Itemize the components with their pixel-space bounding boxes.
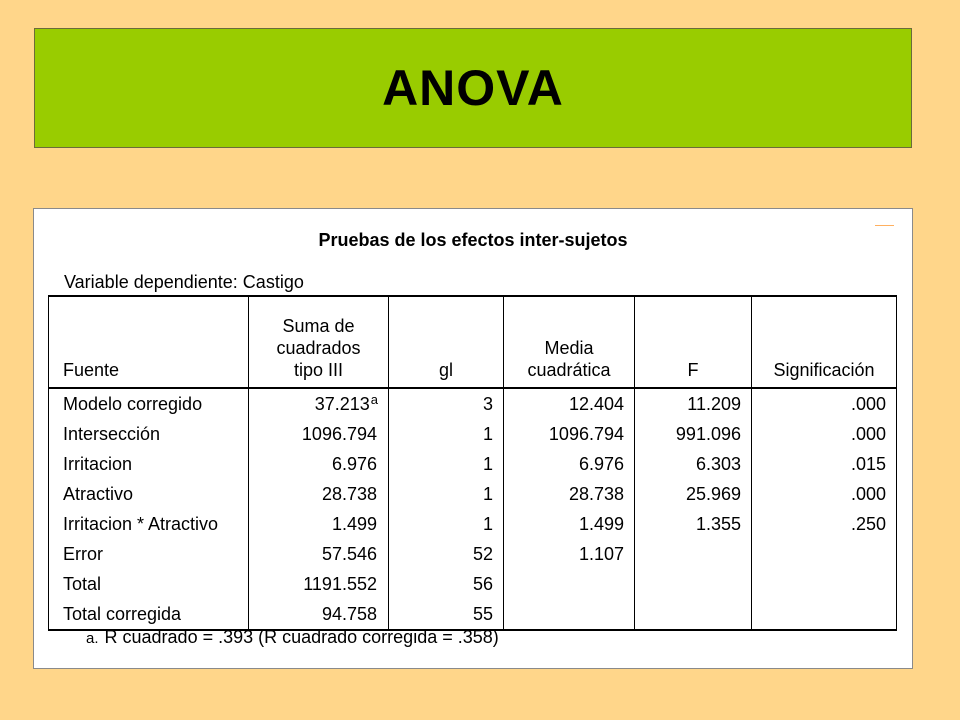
f-cell: 11.209: [635, 388, 752, 419]
table-title: Pruebas de los efectos inter-sujetos: [318, 230, 628, 250]
significance-cell: .250: [752, 509, 897, 539]
title-banner: [34, 28, 912, 148]
sum-of-squares-cell: 37.213$^a$: [249, 388, 389, 419]
source-cell: Total corregida: [49, 599, 249, 630]
footnote: [86, 627, 499, 648]
mean-square-cell: [504, 599, 635, 630]
significance-cell: .015: [752, 449, 897, 479]
significance-cell: [752, 569, 897, 599]
f-cell: 6.303: [635, 449, 752, 479]
mean-square-cell: 1.107: [504, 539, 635, 569]
table-row: [49, 599, 897, 630]
column-header: gl: [389, 296, 504, 388]
footnote-reference: a: [370, 391, 378, 407]
column-header: F: [635, 296, 752, 388]
source-cell: Total: [49, 569, 249, 599]
anova-output-panel: [33, 208, 913, 669]
table-row: [49, 479, 897, 509]
anova-table: [48, 295, 897, 631]
footnote-marker: a.: [86, 630, 99, 647]
table-row: [49, 569, 897, 599]
source-cell: Error: [49, 539, 249, 569]
significance-cell: .000: [752, 419, 897, 449]
table-row: [49, 419, 897, 449]
column-header: Fuente: [49, 296, 249, 388]
significance-cell: .000: [752, 388, 897, 419]
f-cell: 25.969: [635, 479, 752, 509]
significance-cell: [752, 539, 897, 569]
source-cell: Atractivo: [49, 479, 249, 509]
sum-of-squares-cell: 28.738: [249, 479, 389, 509]
table-row: [49, 539, 897, 569]
sum-of-squares-cell: 94.758: [249, 599, 389, 630]
column-header: Media cuadrática: [504, 296, 635, 388]
sum-of-squares-cell: 1096.794: [249, 419, 389, 449]
mean-square-cell: 6.976: [504, 449, 635, 479]
source-cell: Irritacion: [49, 449, 249, 479]
column-header: Significación: [752, 296, 897, 388]
mean-square-cell: 12.404: [504, 388, 635, 419]
f-cell: [635, 539, 752, 569]
df-cell: 1: [389, 419, 504, 449]
table-row: [49, 449, 897, 479]
mean-square-cell: 28.738: [504, 479, 635, 509]
mean-square-cell: 1.499: [504, 509, 635, 539]
mean-square-cell: [504, 569, 635, 599]
df-cell: 1: [389, 509, 504, 539]
df-cell: 55: [389, 599, 504, 630]
source-cell: Irritacion * Atractivo: [49, 509, 249, 539]
sum-of-squares-cell: 6.976: [249, 449, 389, 479]
f-cell: [635, 599, 752, 630]
source-cell: Modelo corregido: [49, 388, 249, 419]
header-row: [49, 296, 897, 388]
significance-cell: .000: [752, 479, 897, 509]
sum-of-squares-cell: 1191.552: [249, 569, 389, 599]
mean-square-cell: 1096.794: [504, 419, 635, 449]
slide-title: ANOVA: [382, 60, 564, 116]
f-cell: [635, 569, 752, 599]
column-header: Suma de cuadrados tipo III: [249, 296, 389, 388]
df-cell: 3: [389, 388, 504, 419]
sum-of-squares-cell: 1.499: [249, 509, 389, 539]
sum-of-squares-cell: 57.546: [249, 539, 389, 569]
table-row: [49, 509, 897, 539]
f-cell: 991.096: [635, 419, 752, 449]
footnote-text: R cuadrado = .393 (R cuadrado corregida = .358): [104, 627, 499, 647]
source-cell: Intersección: [49, 419, 249, 449]
corner-mark: [875, 225, 894, 226]
f-cell: 1.355: [635, 509, 752, 539]
df-cell: 52: [389, 539, 504, 569]
significance-cell: [752, 599, 897, 630]
df-cell: 56: [389, 569, 504, 599]
df-cell: 1: [389, 449, 504, 479]
table-row: [49, 388, 897, 419]
df-cell: 1: [389, 479, 504, 509]
dependent-variable-label: Variable dependiente: Castigo: [64, 272, 304, 292]
